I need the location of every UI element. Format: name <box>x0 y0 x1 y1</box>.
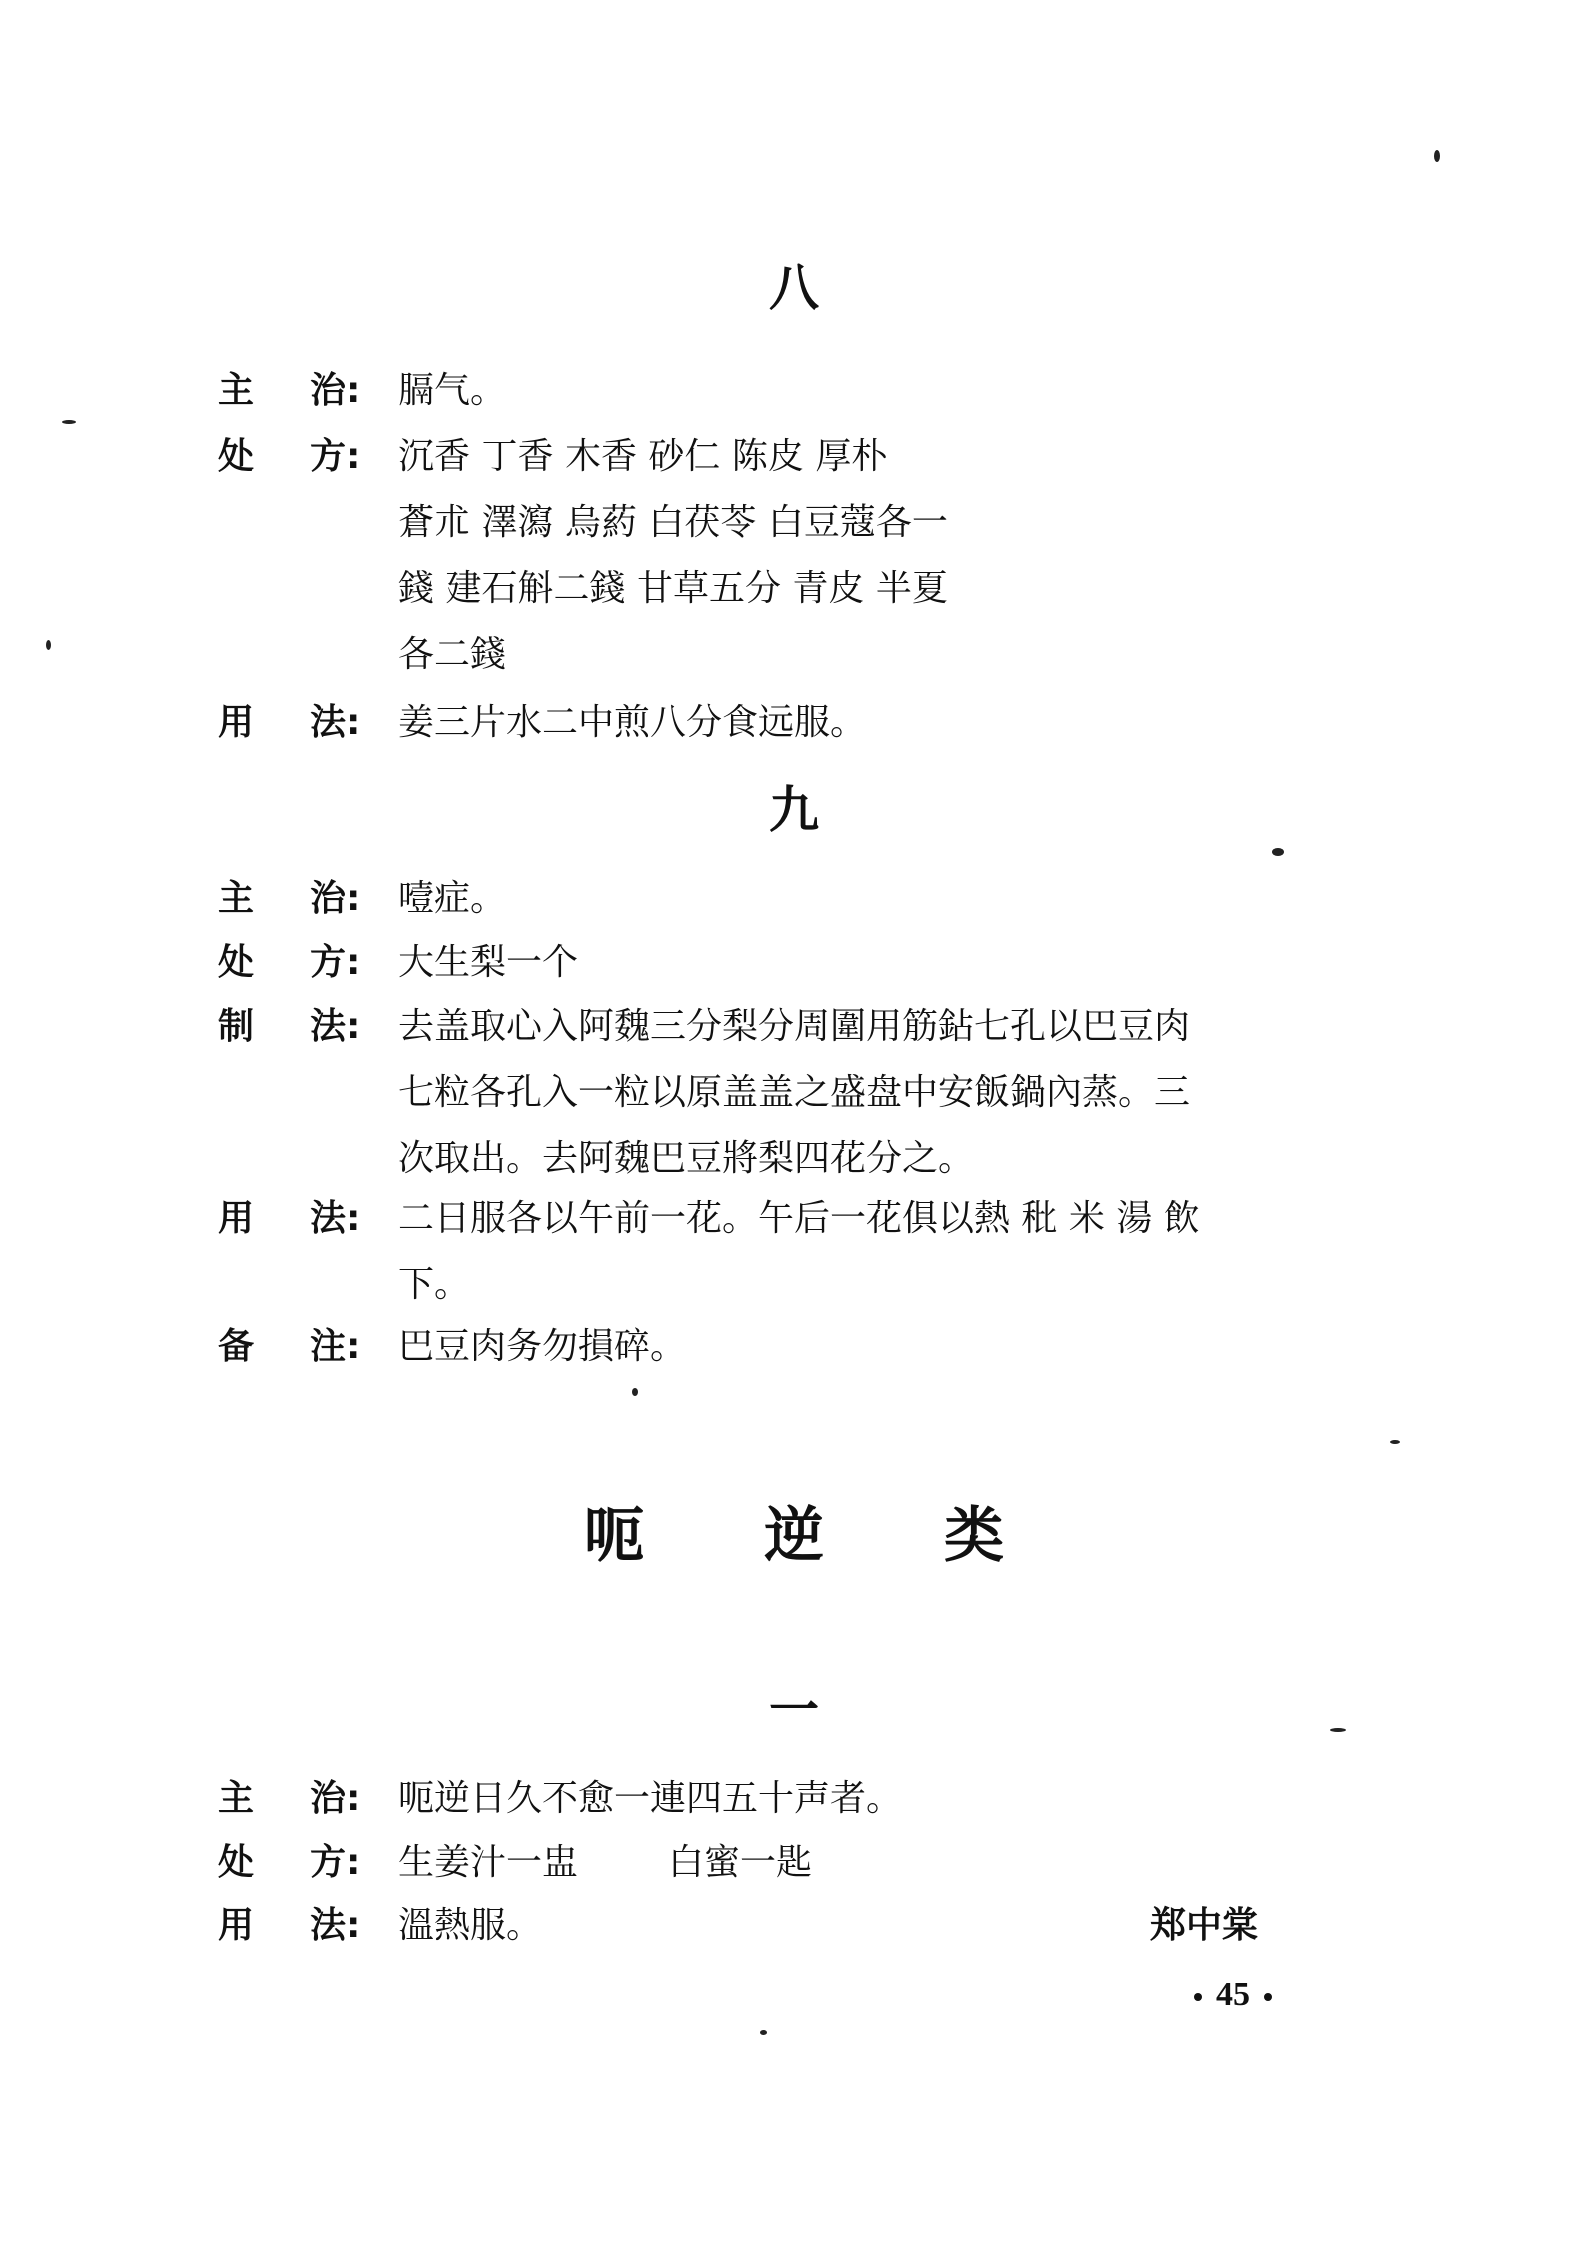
entry-zhu-zhi-eight <box>218 358 1378 424</box>
section-heading-one: 一 <box>769 1681 819 1739</box>
category-title-char: 呃 <box>584 1501 644 1571</box>
ingredient-row: 生姜汁一盅 白蜜一匙 <box>398 1842 813 1883</box>
entry-content: 二日服各以午前一花。午后一花俱以熱 秕 米 湯 飲 下。 <box>398 1198 1200 1305</box>
section-heading-nine: 九 <box>769 781 819 839</box>
entry-content: 巴豆肉务勿損碎。 <box>398 1326 687 1367</box>
ingredient-row: 各二錢 <box>398 634 507 675</box>
entry-label: 用 法: <box>218 1198 361 1239</box>
entry-content: 大生梨一个 <box>398 942 579 983</box>
entry-content: 姜三片水二中煎八分食远服。 <box>398 702 867 743</box>
entry-zhu-zhi-one <box>218 1766 1378 1832</box>
scan-speck <box>1390 1440 1400 1444</box>
page-number: 45 <box>1180 1975 1286 2015</box>
entry-chu-fang-one <box>218 1830 1378 1896</box>
entry-label: 制 法: <box>218 1006 361 1047</box>
scan-speck <box>1434 150 1440 162</box>
attribution: 郑中棠 <box>1150 1905 1259 1946</box>
entry-label: 处 方: <box>218 436 361 477</box>
page-number-dot <box>1264 1993 1272 2001</box>
scan-speck <box>632 1388 638 1396</box>
entry-label: 主 治: <box>218 1778 361 1819</box>
category-title <box>0 1496 1588 1576</box>
entry-content: 膈气。 <box>398 370 507 411</box>
entry-chu-fang-nine <box>218 930 1378 996</box>
entry-zhu-zhi-nine <box>218 866 1378 932</box>
entry-label: 备 注: <box>218 1326 361 1367</box>
category-title-char: 逆 <box>764 1501 824 1571</box>
entry-content: 去盖取心入阿魏三分梨分周圍用筋鉆七孔以巴豆肉 七粒各孔入一粒以原盖盖之盛盘中安飯鍋內蒸。三 次取出。去阿魏巴豆將梨四花分之。 <box>398 1006 1191 1179</box>
entry-label: 处 方: <box>218 942 361 983</box>
entry-content: 噎症。 <box>398 878 507 919</box>
ingredient-row: 蒼朮 澤瀉 烏葯 白茯苓 白豆蔻各一 <box>398 502 948 543</box>
entry-label: 用 法: <box>218 702 361 743</box>
entry-yong-fa-eight <box>218 690 1378 756</box>
entry-label: 主 治: <box>218 878 361 919</box>
ingredient-row: 沉香 丁香 木香 砂仁 陈皮 厚朴 <box>398 436 888 477</box>
scan-speck <box>760 2030 767 2035</box>
scan-speck <box>62 420 76 424</box>
entry-content: 呃逆日久不愈一連四五十声者。 <box>398 1778 903 1819</box>
entry-zhi-fa-nine <box>218 994 1378 1192</box>
section-heading-eight: 八 <box>769 259 819 317</box>
page-number-dot <box>1194 1993 1202 2001</box>
entry-content <box>398 424 1378 688</box>
entry-content <box>398 1830 1378 1896</box>
scan-speck <box>46 640 51 650</box>
entry-chu-fang-eight <box>218 424 1378 688</box>
entry-label: 用 法: <box>218 1905 361 1946</box>
entry-yong-fa-nine <box>218 1186 1378 1318</box>
ingredient-row: 錢 建石斛二錢 甘草五分 青皮 半夏 <box>398 568 948 609</box>
entry-content: 溫熱服。 <box>398 1905 543 1946</box>
entry-label: 处 方: <box>218 1842 361 1883</box>
category-title-char: 类 <box>944 1501 1004 1571</box>
entry-bei-zhu-nine <box>218 1314 1378 1380</box>
entry-label: 主 治: <box>218 370 361 411</box>
scan-speck <box>1330 1728 1346 1732</box>
scan-speck <box>1272 848 1284 856</box>
